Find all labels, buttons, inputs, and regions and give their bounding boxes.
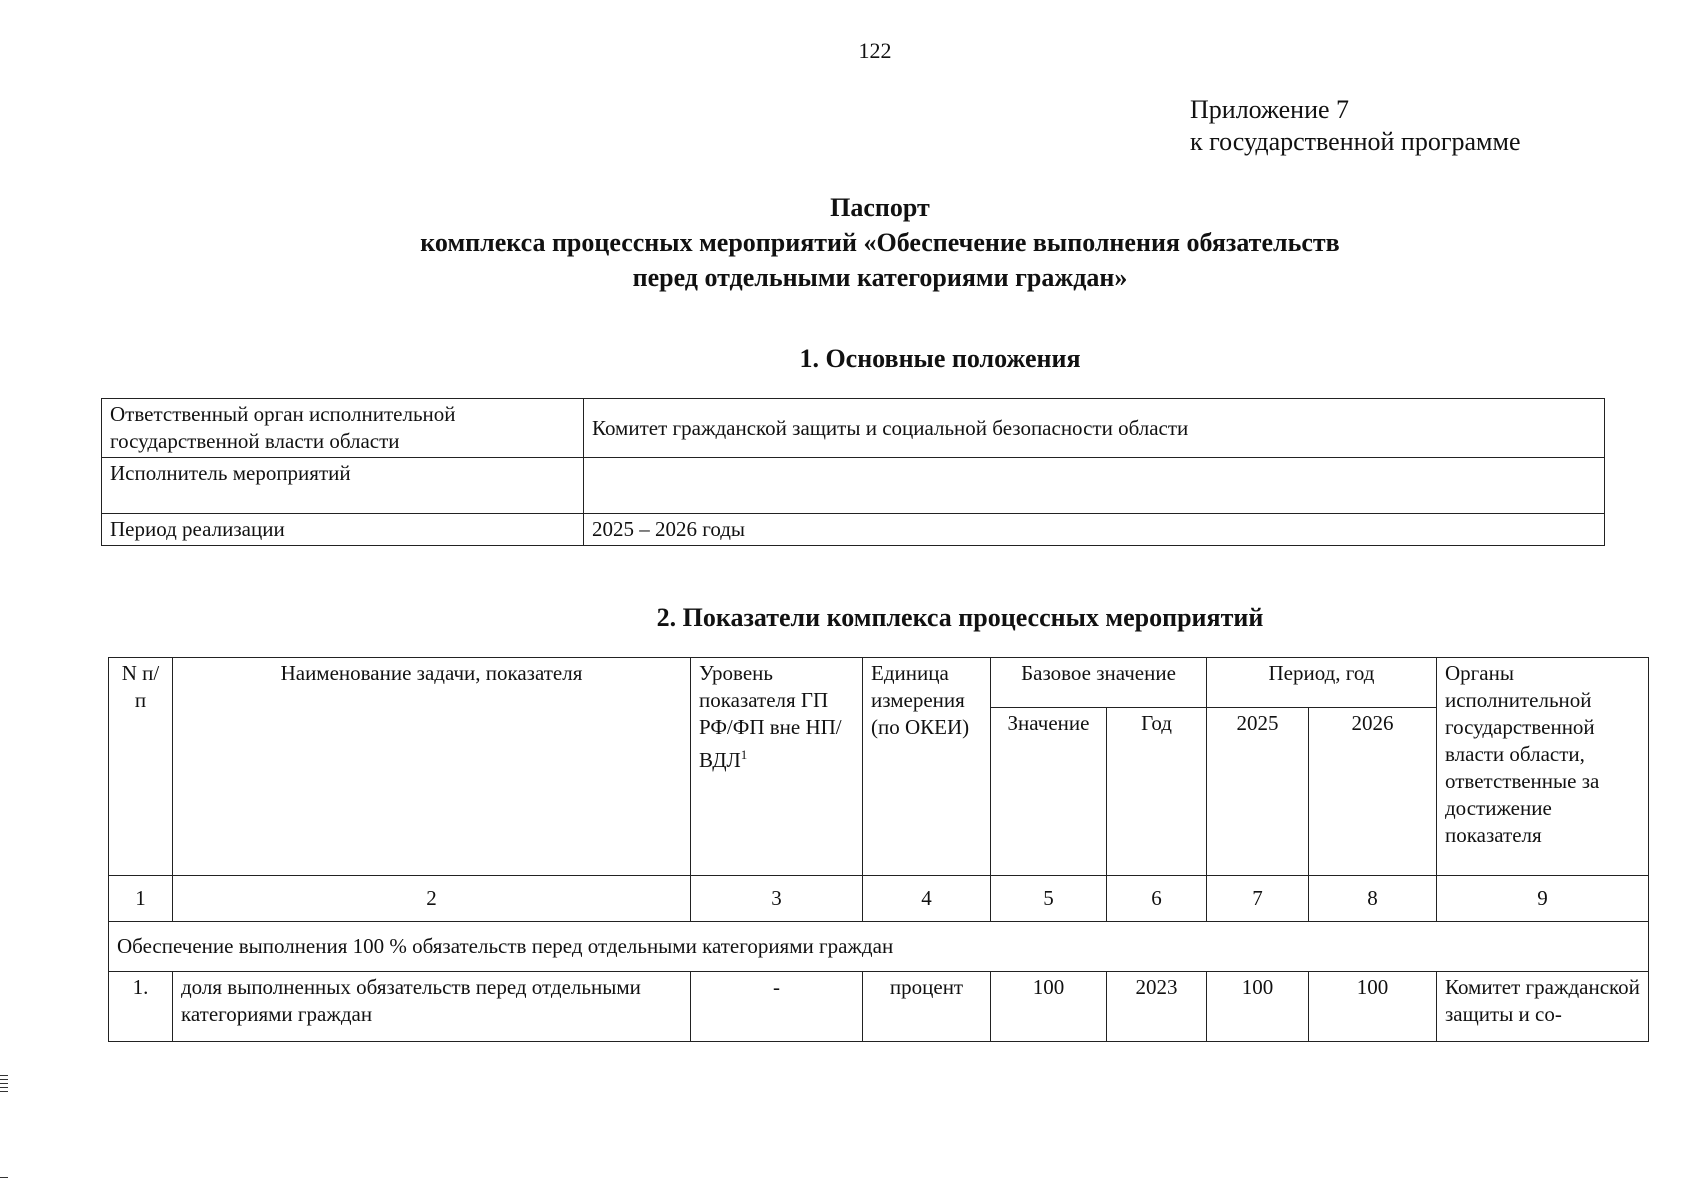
section-2-heading: 2. Показатели комплекса процессных мероприятий xyxy=(656,603,1264,632)
header-period: Период, год xyxy=(1207,658,1437,708)
value-cell: Комитет гражданской защиты и социальной безопасности области xyxy=(584,399,1605,458)
column-number-row xyxy=(109,876,1649,922)
table-row xyxy=(102,458,1605,514)
title-line-1: Паспорт xyxy=(830,193,930,222)
section-1-heading: 1. Основные положения xyxy=(799,344,1081,373)
title-line-3: перед отдельными категориями граждан» xyxy=(632,263,1128,292)
col-number: 3 xyxy=(691,876,863,922)
row-level: - xyxy=(691,972,863,1042)
col-number: 6 xyxy=(1107,876,1207,922)
row-organ: Комитет гражданской защиты и со- xyxy=(1437,972,1649,1042)
main-provisions-table xyxy=(101,398,1605,546)
col-number: 4 xyxy=(863,876,991,922)
col-number: 1 xyxy=(109,876,173,922)
col-number: 2 xyxy=(173,876,691,922)
header-name: Наименование задачи, показателя xyxy=(173,658,691,876)
appendix-line-2: к государственной программе xyxy=(1190,127,1521,156)
appendix-line-1: Приложение 7 xyxy=(1190,95,1350,124)
header-num: N п/п xyxy=(109,658,173,876)
indicators-table xyxy=(108,657,1649,1042)
label-cell: Исполнитель мероприятий xyxy=(102,458,584,514)
document-title xyxy=(300,190,1460,295)
row-unit: процент xyxy=(863,972,991,1042)
row-num: 1. xyxy=(109,972,173,1042)
row-2026: 100 xyxy=(1309,972,1437,1042)
page-number: 122 xyxy=(858,38,892,63)
header-level xyxy=(691,658,863,876)
header-2026: 2026 xyxy=(1309,708,1437,876)
footnote-marker: 1 xyxy=(740,747,748,762)
row-base-year: 2023 xyxy=(1107,972,1207,1042)
col-number: 9 xyxy=(1437,876,1649,922)
row-2025: 100 xyxy=(1207,972,1309,1042)
task-cell: Обеспечение выполнения 100 % обязательств перед отдельными категориями граждан xyxy=(109,922,1649,972)
col-number: 7 xyxy=(1207,876,1309,922)
col-number: 8 xyxy=(1309,876,1437,922)
row-name: доля выполненных обязательств перед отдельными категориями граждан xyxy=(173,972,691,1042)
table-row xyxy=(102,514,1605,546)
header-organs: Органы исполнительной государственной власти области, ответственные за достижение показателя xyxy=(1437,658,1649,876)
header-base-value: Значение xyxy=(991,708,1107,876)
table-row xyxy=(109,972,1649,1042)
header-base-year: Год xyxy=(1107,708,1207,876)
table-row xyxy=(102,399,1605,458)
header-2025: 2025 xyxy=(1207,708,1309,876)
header-unit: Единица измерения (по ОКЕИ) xyxy=(863,658,991,876)
header-level-text: Уровень показателя ГП РФ/ФП вне НП/ВДЛ xyxy=(699,661,842,772)
label-cell: Ответственный орган исполнительной государственной власти области xyxy=(102,399,584,458)
col-number: 5 xyxy=(991,876,1107,922)
appendix-note xyxy=(1190,94,1521,158)
task-row xyxy=(109,922,1649,972)
value-cell: 2025 – 2026 годы xyxy=(584,514,1605,546)
value-cell xyxy=(584,458,1605,514)
scan-margin-mark xyxy=(0,1177,8,1178)
title-line-2: комплекса процессных мероприятий «Обеспечение выполнения обязательств xyxy=(420,228,1340,257)
header-base: Базовое значение xyxy=(991,658,1207,708)
scan-margin-mark xyxy=(0,1075,8,1095)
row-base-value: 100 xyxy=(991,972,1107,1042)
label-cell: Период реализации xyxy=(102,514,584,546)
header-row xyxy=(109,658,1649,708)
